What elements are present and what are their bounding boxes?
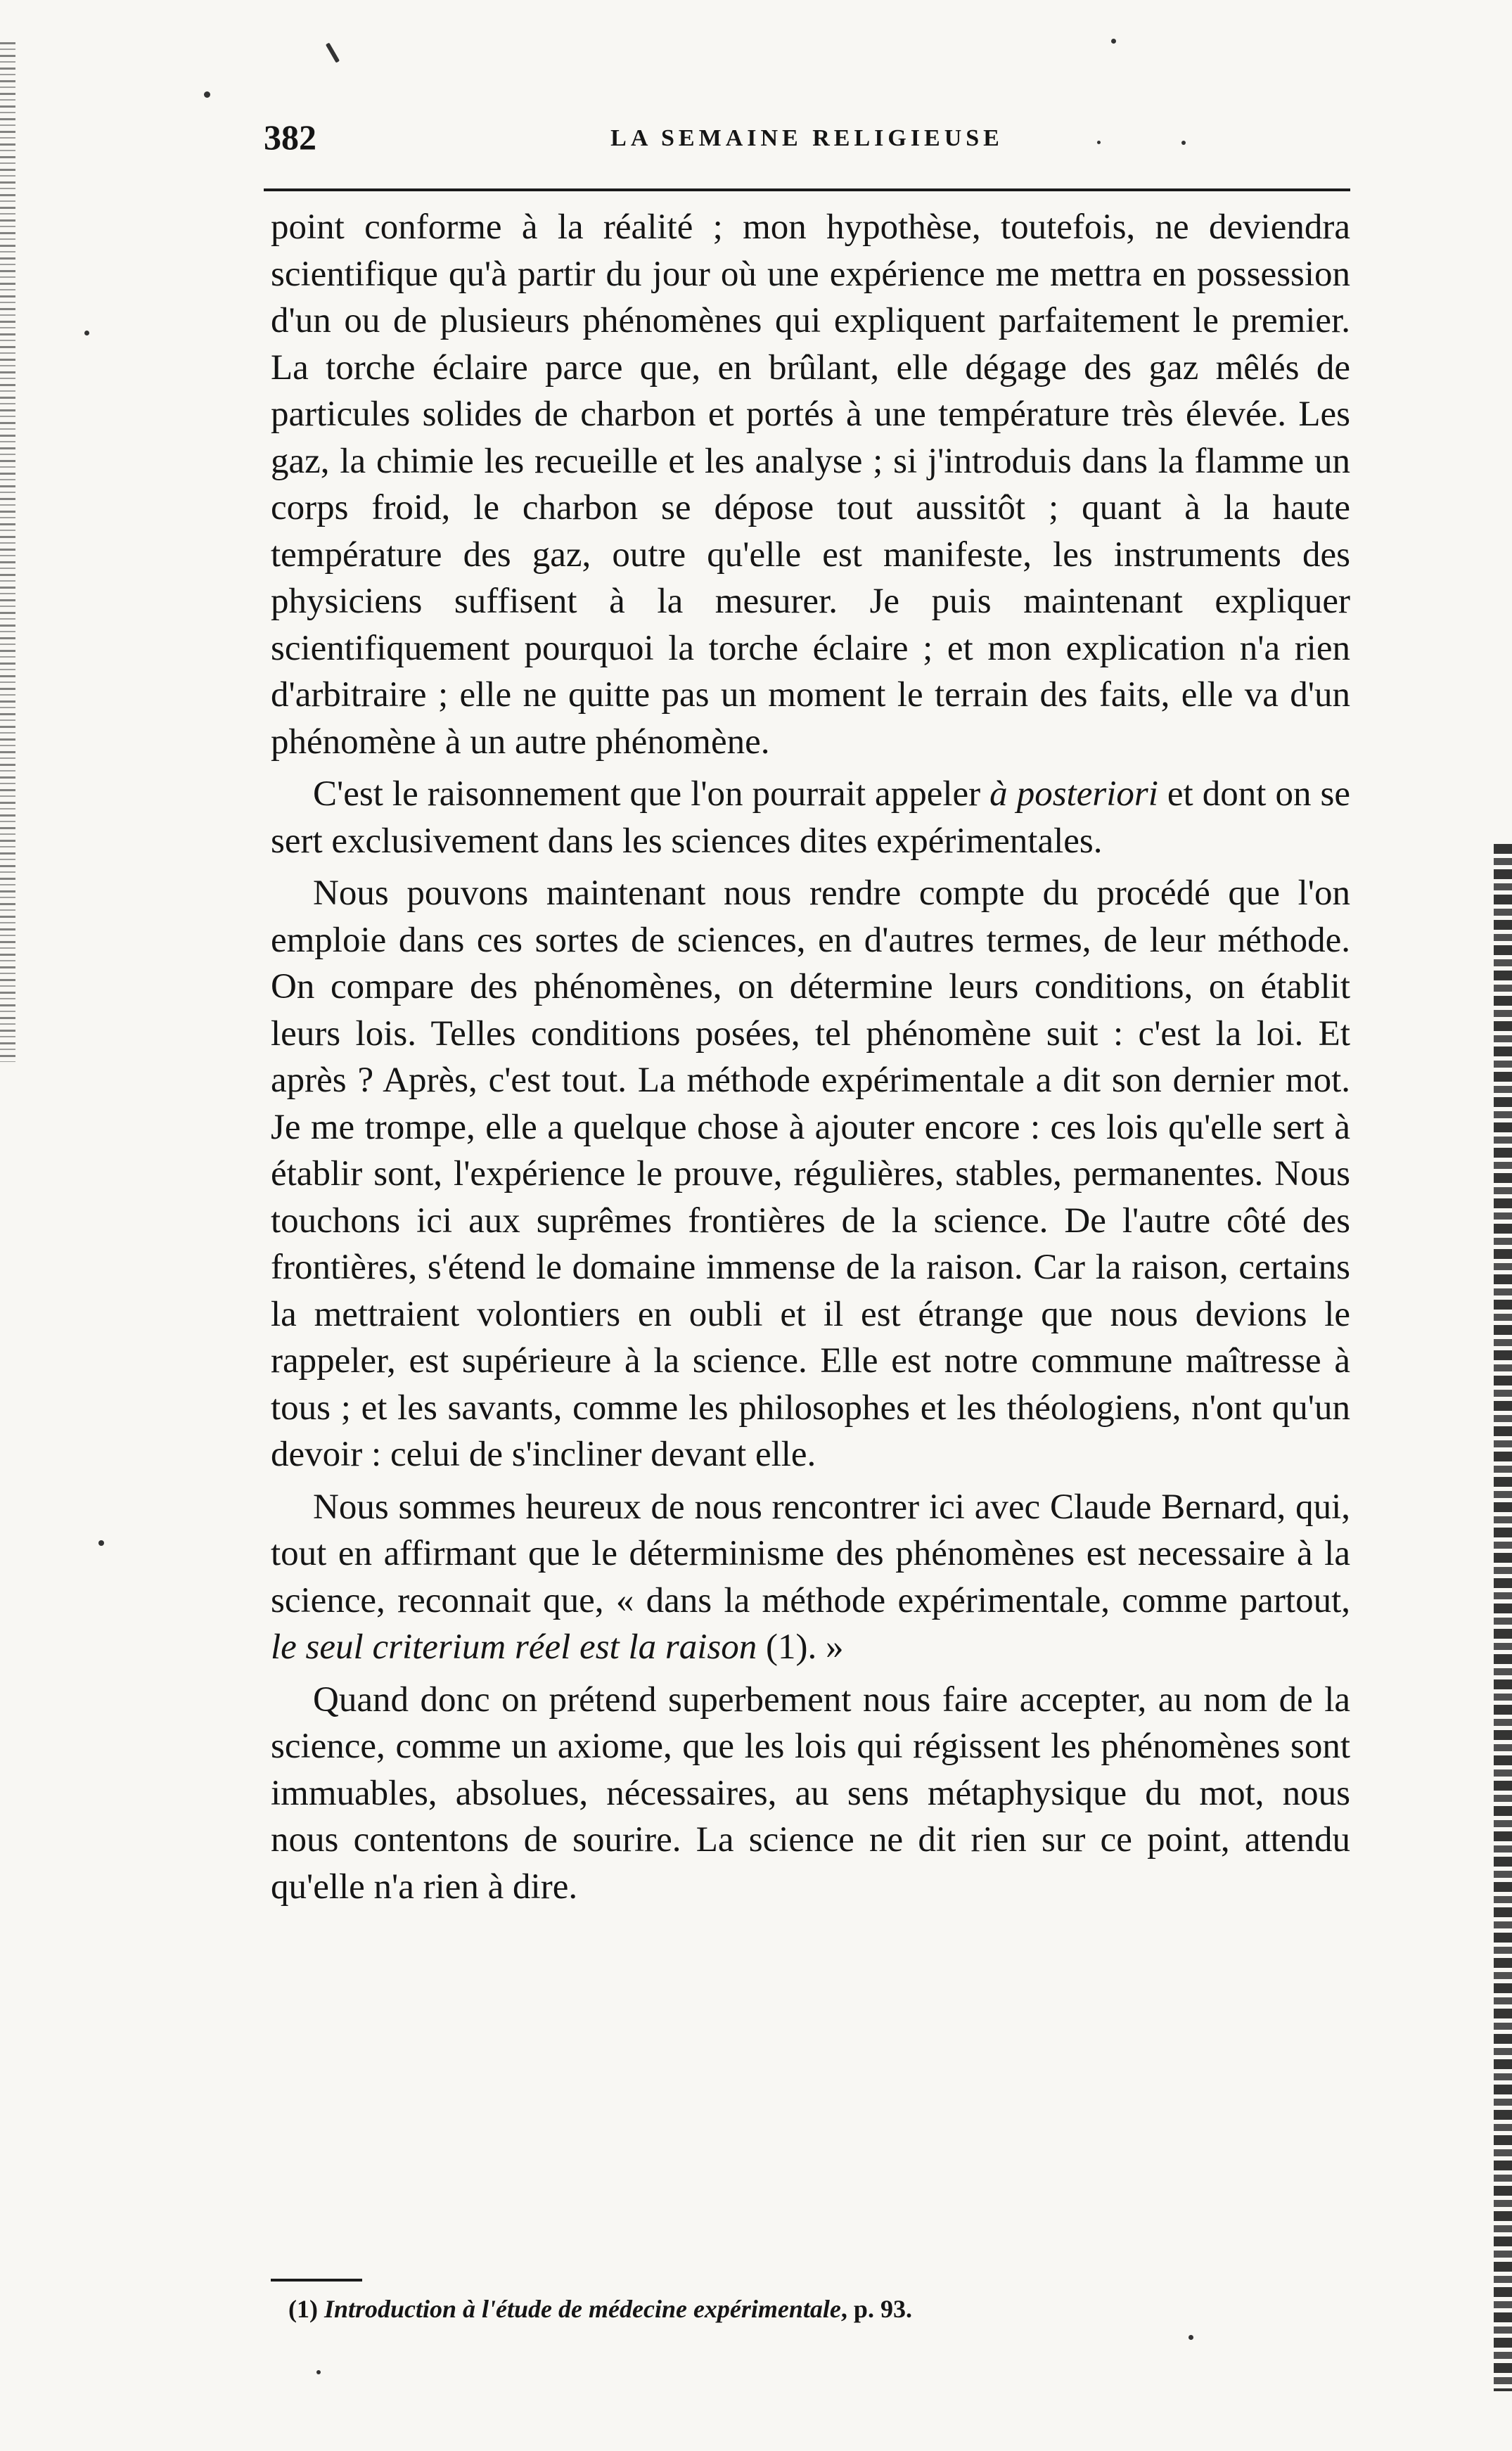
body-text	[271, 204, 1350, 1916]
page-number: 382	[264, 117, 316, 157]
footnote-title: Introduction à l'étude de médecine expérimentale	[323, 2295, 841, 2323]
paragraph	[271, 870, 1350, 1478]
text-run: (1). »	[757, 1627, 844, 1667]
text-run: Nous sommes heureux de nous rencontrer ici avec Claude Bernard, qui, tout en affirmant que le déterminisme des phénomènes est necessaire à la science, reconnait que, « dans la méthode expérimentale, comme partout,	[271, 1487, 1350, 1620]
paragraph	[271, 771, 1350, 864]
footnote	[288, 2294, 1343, 2324]
text-run: et dont on se sert exclusivement dans les sciences dites expérimentales.	[271, 774, 1350, 861]
speck	[84, 331, 89, 335]
italic-phrase: le seul criterium réel est la raison	[271, 1627, 757, 1667]
scan-edge-right	[1494, 844, 1512, 2391]
footnote-marker: (1)	[288, 2295, 318, 2323]
scan-edge-left	[0, 42, 15, 1062]
speck	[204, 91, 210, 98]
paragraph	[271, 204, 1350, 765]
speck	[1111, 39, 1116, 44]
running-title: LA SEMAINE RELIGIEUSE	[610, 125, 1004, 151]
footnote-rule	[271, 2279, 362, 2282]
text-run: C'est le raisonnement que l'on pourrait appeler	[313, 774, 990, 814]
paragraph	[271, 1484, 1350, 1671]
text-run: point conforme à la réalité ; mon hypothèse, toutefois, ne deviendra scientifique qu'à partir du jour où une expérience me mettra en possession d'un ou de plusieurs phénomènes qui expliquent parfaitement le premier. La torche éclaire parce que, en brûlant, elle dégage des gaz mêlés de particules solides de charbon et portés à une température très élevée. Les gaz, la chimie les recueille et les analyse ; si j'introduis dans la flamme un corps froid, le charbon se dépose tout aussitôt ; quant à la haute température des gaz, outre qu'elle est manifeste, les instruments des physiciens suffisent à la mesurer. Je puis maintenant expliquer scientifiquement pourquoi la torche éclaire ; et mon explication n'a rien d'arbitraire ; elle ne quitte pas un moment le terrain des faits, elle va d'un phénomène à un autre phénomène.	[271, 207, 1350, 762]
footnote-suffix: , p. 93.	[840, 2295, 912, 2323]
speck	[98, 1540, 104, 1546]
text-run: Quand donc on prétend superbement nous faire accepter, au nom de la science, comme un axiome, que les lois qui régissent les phénomènes sont immuables, absolues, nécessaires, au sens métaphysique du mot, nous nous contentons de sourire. La science ne dit rien sur ce point, attendu qu'elle n'a rien à dire.	[271, 1679, 1350, 1907]
speck	[1189, 2335, 1193, 2340]
speck	[316, 2370, 321, 2374]
speck	[326, 43, 340, 63]
header-rule	[264, 188, 1350, 191]
page-header	[264, 117, 1350, 169]
italic-phrase: à posteriori	[989, 774, 1158, 814]
text-run: Nous pouvons maintenant nous rendre compte du procédé que l'on emploie dans ces sortes de sciences, en d'autres termes, de leur méthode. On compare des phénomènes, on détermine leurs conditions, on établit leurs lois. Telles conditions posées, tel phénomène suit : c'est la loi. Et après ? Après, c'est tout. La méthode expérimentale a dit son dernier mot. Je me trompe, elle a quelque chose à ajouter encore : ces lois qu'elle sert à établir sont, l'expérience le prouve, régulières, stables, permanentes. Nous touchons ici aux suprêmes frontières de la science. De l'autre côté des frontières, s'étend le domaine immense de la raison. Car la raison, certains la mettraient volontiers en oubli et il est étrange que nous devions le rappeler, est supérieure à la science. Elle est notre commune maîtresse à tous ; et les savants, comme les philosophes et les théologiens, n'ont qu'un devoir : celui de s'incliner devant elle.	[271, 873, 1350, 1474]
paragraph	[271, 1677, 1350, 1911]
